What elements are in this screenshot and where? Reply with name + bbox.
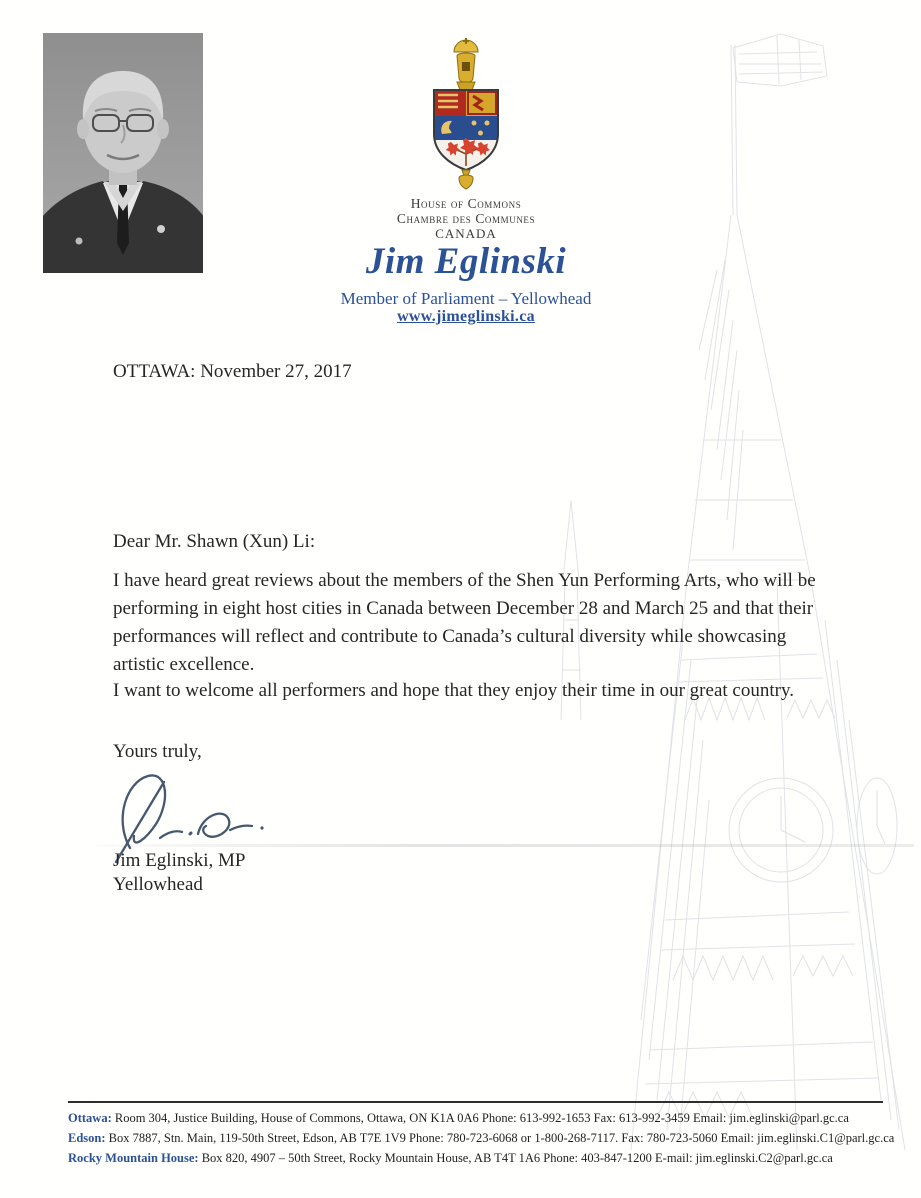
org-name-french: Chambre des Communes <box>396 211 536 226</box>
org-country: CANADA <box>435 226 497 241</box>
dateline: OTTAWA: November 27, 2017 <box>113 361 352 382</box>
office-label: Ottawa: <box>68 1111 112 1125</box>
office-label: Edson: <box>68 1131 106 1145</box>
mp-title: Member of Parliament – Yellowhead <box>340 289 592 308</box>
scan-artifact-streak <box>96 844 914 847</box>
footer-offices <box>68 1108 913 1168</box>
office-details: Box 820, 4907 – 50th Street, Rocky Mountain House, AB T4T 1A6 Phone: 403-847-1200 E-mail: jim.eglinski.C2@parl.gc.ca <box>198 1151 833 1165</box>
portrait-photo <box>43 33 203 273</box>
house-of-commons-emblem-icon <box>421 38 511 190</box>
mp-name: Jim Eglinski <box>365 241 567 282</box>
org-name-english: House of Commons <box>410 196 522 211</box>
office-details: Room 304, Justice Building, House of Commons, Ottawa, ON K1A 0A6 Phone: 613-992-1653 Fax: 613-992-3459 Email: jim.eglinski@parl.gc.ca <box>111 1111 849 1125</box>
office-label: Rocky Mountain House: <box>68 1151 199 1165</box>
website-link: www.jimeglinski.ca <box>397 308 535 325</box>
footer-divider <box>68 1101 883 1103</box>
signature-block <box>113 849 246 897</box>
office-rocky-mountain-house <box>68 1148 913 1168</box>
paragraph-2: I want to welcome all performers and hope that they enjoy their time in our great country. <box>113 680 794 701</box>
closing: Yours truly, <box>113 741 202 762</box>
office-ottawa <box>68 1108 913 1128</box>
signer-riding: Yellowhead <box>113 874 203 895</box>
signer-name: Jim Eglinski, MP <box>113 850 246 871</box>
salutation: Dear Mr. Shawn (Xun) Li: <box>113 531 316 552</box>
office-details: Box 7887, Stn. Main, 119-50th Street, Edson, AB T7E 1V9 Phone: 780-723-6068 or 1-800-268-7117. Fax: 780-723-5060 Email: jim.eglinski.C1@parl.gc.ca <box>105 1131 895 1145</box>
office-edson <box>68 1128 913 1148</box>
paragraph-1: I have heard great reviews about the members of the Shen Yun Performing Arts, who will be performing in eight host cities in Canada between December 28 and March 25 and that their performances will reflect and contribute to Canada’s cultural diversity while showcasing artistic excellence. <box>113 570 816 675</box>
